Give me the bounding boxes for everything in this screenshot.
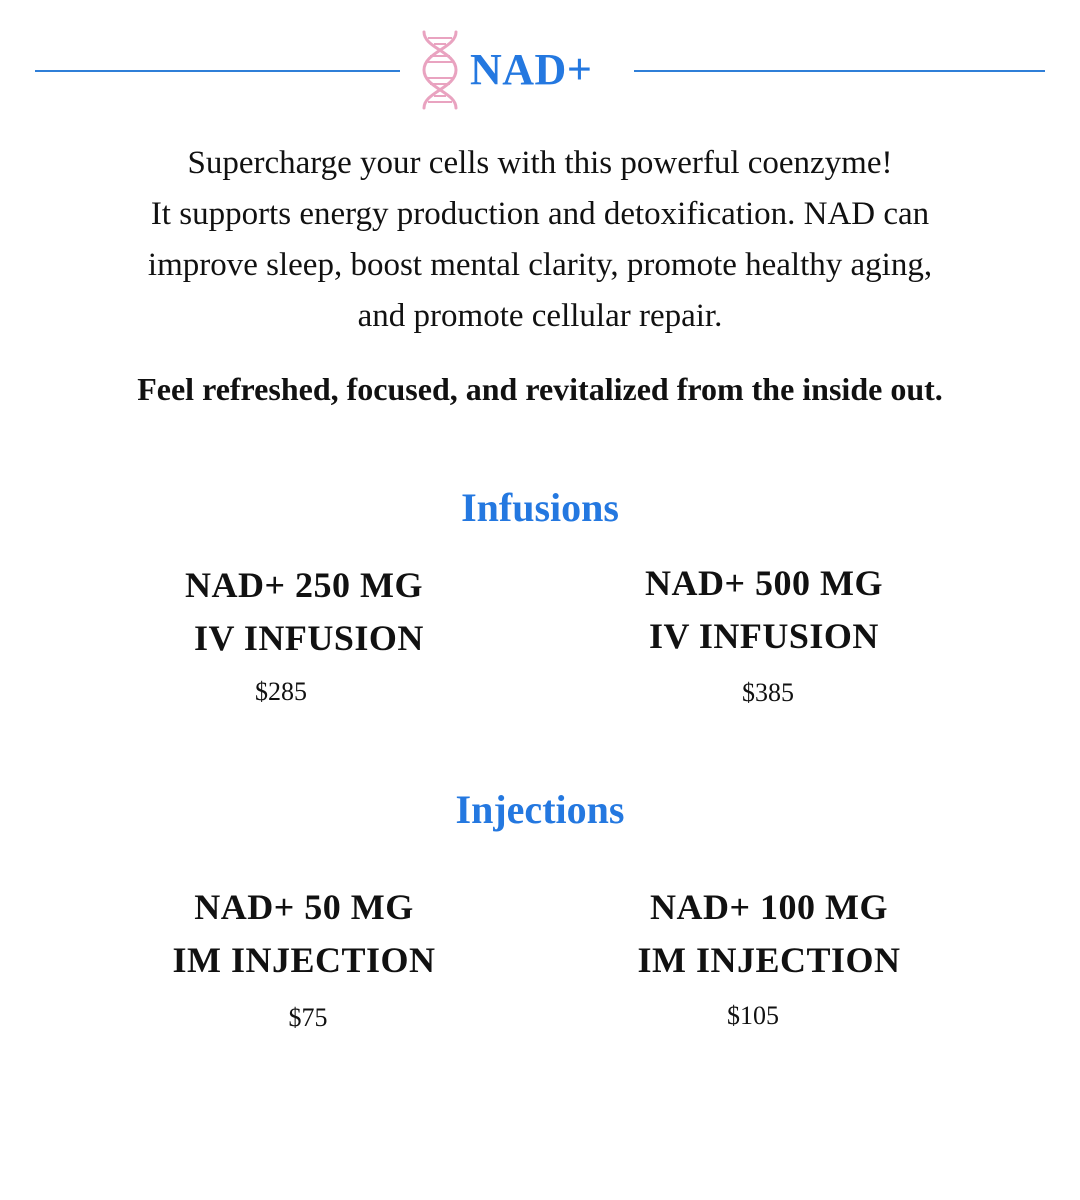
intro-line: improve sleep, boost mental clarity, promote healthy aging, <box>147 247 933 283</box>
infusions-heading: Infusions <box>461 485 619 530</box>
product-price: $285 <box>255 677 307 706</box>
product-type: IV INFUSION <box>649 616 879 656</box>
product-nad-250-iv[interactable] <box>154 559 454 665</box>
dna-icon <box>414 28 466 112</box>
intro-line: and promote cellular repair. <box>357 298 723 334</box>
intro-paragraph <box>60 138 1020 342</box>
product-name: NAD+ 250 MG <box>185 565 423 605</box>
header-divider-right <box>634 70 1045 72</box>
header-divider-left <box>35 70 400 72</box>
product-price: $105 <box>727 1001 779 1030</box>
page-header <box>0 0 1080 130</box>
intro-line: Supercharge your cells with this powerful coenzyme! <box>187 145 893 181</box>
product-name: NAD+ 100 MG <box>650 887 888 927</box>
product-nad-100-im[interactable] <box>614 881 924 987</box>
product-type: IM INJECTION <box>637 940 901 980</box>
tagline: Feel refreshed, focused, and revitalized from the inside out. <box>137 371 943 407</box>
product-nad-50-im[interactable] <box>154 881 454 987</box>
injections-heading: Injections <box>455 787 625 832</box>
product-name: NAD+ 500 MG <box>645 563 883 603</box>
product-price: $75 <box>288 1003 328 1032</box>
product-price: $385 <box>742 678 794 707</box>
product-name: NAD+ 50 MG <box>194 887 414 927</box>
product-type: IM INJECTION <box>172 940 436 980</box>
product-type: IV INFUSION <box>194 618 424 658</box>
intro-line: It supports energy production and detoxification. NAD can <box>150 196 930 232</box>
product-nad-500-iv[interactable] <box>614 557 914 663</box>
page-title: NAD+ <box>470 45 593 94</box>
